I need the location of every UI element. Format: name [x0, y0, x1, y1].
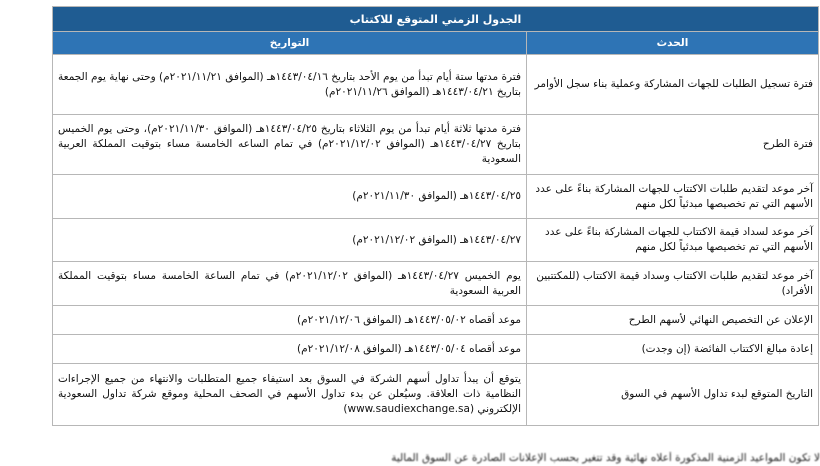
offering-timeline-table — [52, 6, 819, 426]
dates-cell: فترة مدتها ثلاثة أيام تبدأ من يوم الثلاثاء بتاريخ ١٤٤٣/٠٤/٢٥هـ (الموافق ٢٠٢١/١١/٣٠م)، وحتى يوم الخميس بتاريخ ١٤٤٣/٠٤/٢٧هـ (الموافق ٢٠٢١/١٢/٠٢م) في تمام الساعه الخامسة مساء بتوقيت المملكة العربية السعودية — [53, 115, 527, 175]
table-row — [53, 55, 819, 115]
event-cell: فترة تسجيل الطلبات للجهات المشاركة وعملية بناء سجل الأوامر — [527, 55, 819, 115]
table-row — [53, 115, 819, 175]
dates-cell: ١٤٤٣/٠٤/٢٥هـ (الموافق ٢٠٢١/١١/٣٠م) — [53, 175, 527, 219]
table-title-row — [53, 7, 819, 32]
dates-cell: يتوقع أن يبدأ تداول أسهم الشركة في السوق بعد استيفاء جميع المتطلبات والانتهاء من جميع الإجراءات النظامية ذات العلاقة. وسيُعلن عن بدء تداول الأسهم في الصحف المحلية وموقع شركة تداول السعودية الإلكتروني (www.saudiexchange.sa) — [53, 364, 527, 426]
event-cell: آخر موعد لسداد قيمة الاكتتاب للجهات المشاركة بناءً على عدد الأسهم التي تم تخصيصها مبدئياً لكل منهم — [527, 219, 819, 262]
table-row — [53, 364, 819, 426]
dates-cell: فترة مدتها ستة أيام تبدأ من يوم الأحد بتاريخ ١٤٤٣/٠٤/١٦هـ (الموافق ٢٠٢١/١١/٢١م) وحتى نهاية يوم الجمعة بتاريخ ١٤٤٣/٠٤/٢١هـ (الموافق ٢٠٢١/١١/٢٦م) — [53, 55, 527, 115]
dates-cell: يوم الخميس ١٤٤٣/٠٤/٢٧هـ (الموافق ٢٠٢١/١٢/٠٢م) في تمام الساعة الخامسة مساء بتوقيت المملكة العربية السعودية — [53, 262, 527, 306]
dates-column-header: التواريخ — [53, 32, 527, 55]
event-cell: إعادة مبالغ الاكتتاب الفائضة (إن وجدت) — [527, 335, 819, 364]
event-column-header: الحدث — [527, 32, 819, 55]
table-row — [53, 335, 819, 364]
footer-note-partial: لا تكون المواعيد الزمنية المذكورة أعلاه نهائية وقد تتغير بحسب الإعلانات الصادرة عن السوق المالية — [391, 452, 820, 464]
table-row — [53, 262, 819, 306]
dates-cell: موعد أقصاه ١٤٤٣/٠٥/٠٤هـ (الموافق ٢٠٢١/١٢/٠٨م) — [53, 335, 527, 364]
event-cell: التاريخ المتوقع لبدء تداول الأسهم في السوق — [527, 364, 819, 426]
table-title: الجدول الزمني المتوقع للاكتتاب — [53, 7, 819, 32]
event-cell: آخر موعد لتقديم طلبات الاكتتاب وسداد قيمة الاكتتاب (للمكتتبين الأفراد) — [527, 262, 819, 306]
table-row — [53, 219, 819, 262]
event-cell: فترة الطرح — [527, 115, 819, 175]
dates-cell: ١٤٤٣/٠٤/٢٧هـ (الموافق ٢٠٢١/١٢/٠٢م) — [53, 219, 527, 262]
event-cell: آخر موعد لتقديم طلبات الاكتتاب للجهات المشاركة بناءً على عدد الأسهم التي تم تخصيصها مبدئياً لكل منهم — [527, 175, 819, 219]
event-cell: الإعلان عن التخصيص النهائي لأسهم الطرح — [527, 306, 819, 335]
table-header-row — [53, 32, 819, 55]
table-row — [53, 175, 819, 219]
table-row — [53, 306, 819, 335]
dates-cell: موعد أقصاه ١٤٤٣/٠٥/٠٢هـ (الموافق ٢٠٢١/١٢/٠٦م) — [53, 306, 527, 335]
